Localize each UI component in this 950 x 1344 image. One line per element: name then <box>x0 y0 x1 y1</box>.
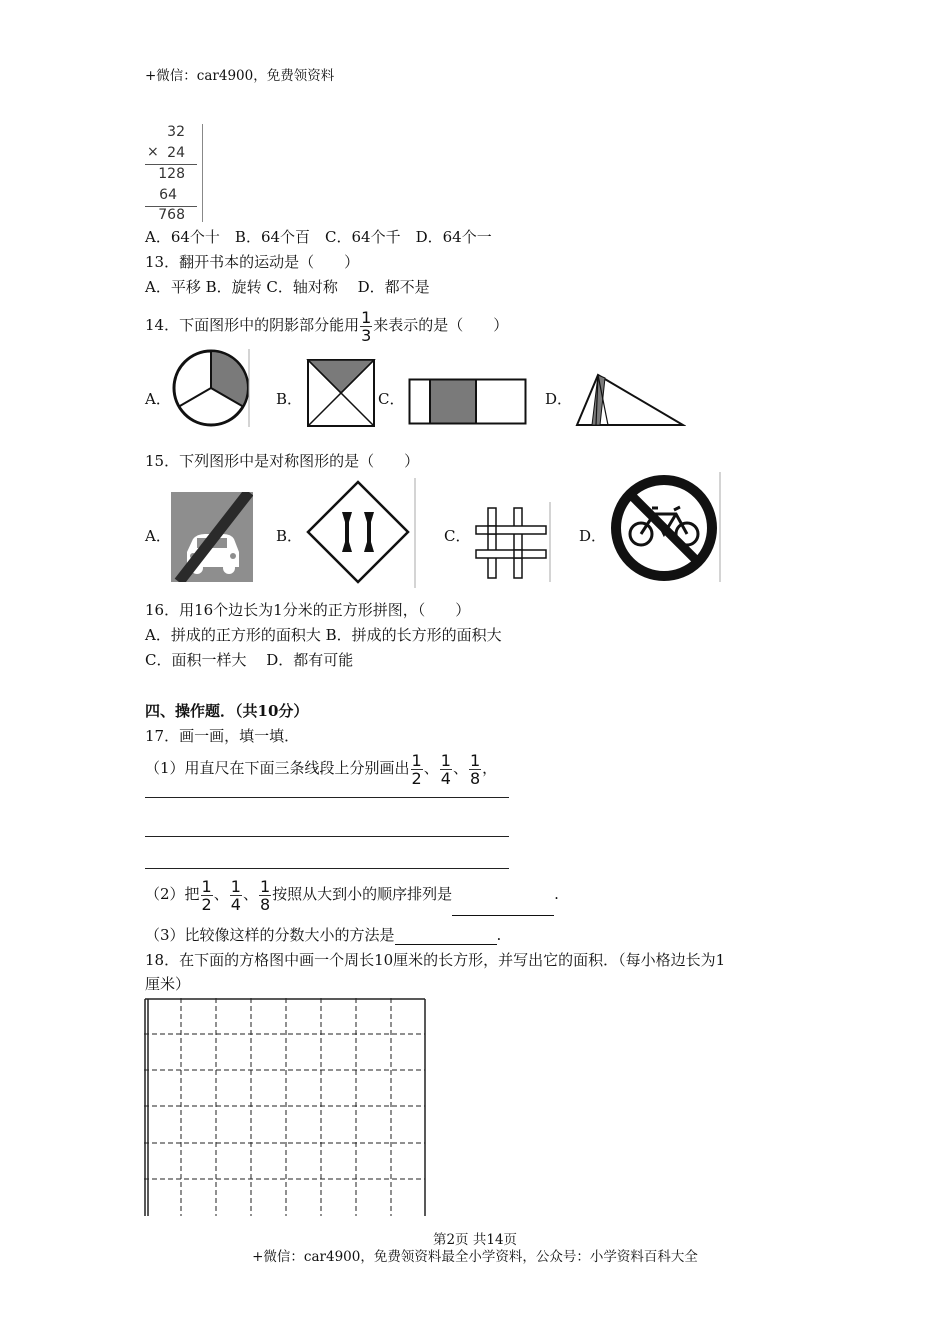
rectangle-thirds-figure <box>408 378 528 426</box>
page-number: 第2页 共14页 <box>432 1232 518 1248</box>
q15-label-c: C． <box>444 527 471 545</box>
fraction-eighth: $\frac{1}{8}$ <box>469 750 481 788</box>
times-sign: × <box>147 144 159 160</box>
fraction-one-third: $\frac{1}{3}$ <box>361 307 372 345</box>
fraction-half: $\frac{1}{2}$ <box>411 750 422 788</box>
q18-stem-1: 18．在下面的方格图中画一个周长10厘米的长方形，并写出它的面积．（每小格边长为1 <box>145 951 726 969</box>
multiplicand: 32 <box>167 124 185 140</box>
q17-part3: （3）比较像这样的分数大小的方法是 . <box>145 926 502 944</box>
q17-part2: （2）把 $\frac{1}{2}$ 、 $\frac{1}{4}$ 、 $\frac{1}{8}$ 按照从大到小的顺序排列是 . <box>145 872 559 916</box>
no-cars-sign-icon <box>171 492 253 582</box>
q16-stem: 16．用16个边长为1分米的正方形拼图，（ ） <box>145 601 471 619</box>
q15-label-d: D． <box>579 527 607 545</box>
q15-label-a: A． <box>145 527 171 545</box>
q15-label-b: B． <box>276 527 303 545</box>
answer-blank-order[interactable] <box>452 900 554 916</box>
line-segment-2[interactable] <box>145 836 509 837</box>
q13-options: A．平移 B．旋转 C．轴对称 D．都不是 <box>145 278 430 296</box>
triangle-figure <box>574 370 686 428</box>
footer-note: +微信：car4900，免费领资料最全小学资料，公众号：小学资料百科大全 <box>252 1249 698 1265</box>
answer-blank-method[interactable] <box>395 929 497 945</box>
q14-label-c: C． <box>378 390 405 408</box>
section-heading: 四、操作题．（共10分） <box>145 702 309 720</box>
fraction-half-2: $\frac{1}{2}$ <box>201 876 212 914</box>
product-result: 768 <box>158 207 185 223</box>
line-segment-1[interactable] <box>145 797 509 798</box>
q14-label-d: D． <box>545 390 573 408</box>
page-header: +微信：car4900，免费领资料 <box>145 68 335 84</box>
q12-options: A．64个十 B．64个百 C．64个千 D．64个一 <box>145 228 492 246</box>
square-grid[interactable] <box>144 998 428 1218</box>
partial-product-1: 128 <box>158 166 185 182</box>
q17-part1: （1）用直尺在下面三条线段上分别画出 $\frac{1}{2}$ 、 $\frac{1}{4}$ 、 $\frac{1}{8}$ ， <box>145 750 498 788</box>
q16-options-2: C．面积一样大 D．都有可能 <box>145 651 354 669</box>
narrow-bridge-sign-icon <box>304 478 416 588</box>
q18-stem-2: 厘米） <box>145 975 191 993</box>
q14-label-a: A． <box>145 390 171 408</box>
multiplier: 24 <box>167 145 185 161</box>
q16-options-1: A．拼成的正方形的面积大 B．拼成的长方形的面积大 <box>145 626 502 644</box>
q13-stem: 13．翻开书本的运动是（ ） <box>145 253 360 271</box>
fraction-eighth-2: $\frac{1}{8}$ <box>259 876 271 914</box>
partial-product-2: 64 <box>159 187 177 203</box>
line-segment-3[interactable] <box>145 868 509 869</box>
circle-thirds-figure <box>168 347 254 429</box>
square-diagonals-figure <box>306 358 376 428</box>
q17-stem: 17．画一画，填一填． <box>145 727 300 745</box>
q14-stem: 14．下面图形中的阴影部分能用 $\frac{1}{3}$ 来表示的是（ ） <box>145 307 509 345</box>
fraction-quarter-2: $\frac{1}{4}$ <box>230 876 241 914</box>
q15-stem: 15．下列图形中是对称图形的是（ ） <box>145 452 420 470</box>
q14-label-b: B． <box>276 390 303 408</box>
hash-grid-figure <box>470 502 552 582</box>
fraction-quarter: $\frac{1}{4}$ <box>440 750 451 788</box>
no-bicycles-sign-icon <box>608 472 722 584</box>
